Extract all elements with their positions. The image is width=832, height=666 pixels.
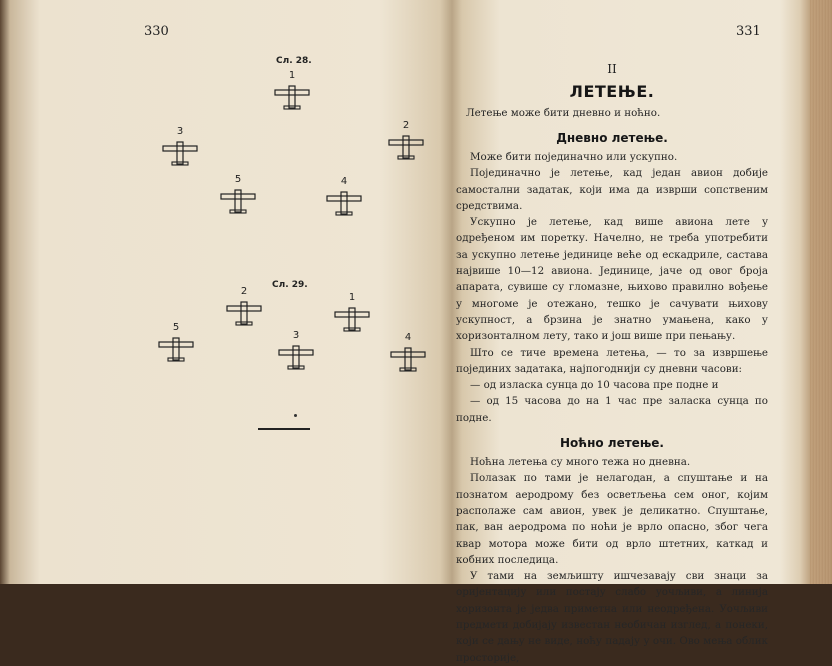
figure-29-plane-3 — [276, 330, 316, 382]
paragraph: Може бити појединачно или ускупно. — [470, 151, 678, 163]
paragraph: Појединачно је летење, кад један авион добије самостални задатак, који има да изврши сопственим средствима. — [456, 167, 768, 212]
night-flying-text — [456, 454, 768, 666]
figure-28-plane-1 — [272, 70, 312, 122]
airplane-icon — [156, 334, 196, 374]
figure-29-plane-1 — [332, 292, 372, 344]
plane-label: 3 — [292, 330, 300, 341]
paragraph: Што се тиче времена летења, — то за извршење појединих задатака, најпогоднији су дневни часови: — [456, 346, 768, 375]
day-flying-text — [456, 149, 768, 426]
plane-label: 5 — [172, 322, 180, 333]
page-edges — [810, 0, 832, 584]
figure-28-plane-5 — [218, 174, 258, 226]
paragraph: Ускупно је летење, кад више авиона лете у одређеном им поретку. Начелно, не треба употребити за ускупно летење јединице веће од ескадриле, састава највише 10—12 авиона. Јединице, јаче од овог броја апарата, сувише су гломазне, њихово правилно вођење у многоме је отежано, тешко је сачувати њихову ускупност, а брзина је знатно умањена, како у хоризонталном лету, тако и још више при пењању. — [456, 216, 768, 343]
day-flying-heading: Дневно летење. — [556, 131, 668, 145]
chapter-title: ЛЕТЕЊЕ. — [569, 82, 655, 101]
airplane-icon — [388, 344, 428, 384]
plane-label: 5 — [234, 174, 242, 185]
figure-28-plane-4 — [324, 176, 364, 228]
airplane-icon — [324, 188, 364, 228]
ink-mark — [294, 414, 297, 417]
figure-29-plane-2 — [224, 286, 264, 338]
intro-line: Летење може бити дневно и ноћно. — [466, 107, 661, 119]
airplane-icon — [218, 186, 258, 226]
airplane-icon — [160, 138, 200, 178]
section-numeral: II — [607, 62, 617, 76]
figure-29-caption: Сл. 29. — [272, 280, 308, 290]
airplane-icon — [272, 82, 312, 122]
paragraph: У тами на земљишту ишчезавају сви знаци за оријентацију или постају слабо уочљиви, а линија хоризонта је једва приметна или неодређена. Уочљиви предмети добијају известан необичан изглед, а понеки, који се дању не виде, ноћу падају у очи. Ово мења облик просторије, — [456, 570, 768, 664]
airplane-icon — [332, 304, 372, 344]
plane-label: 2 — [240, 286, 248, 297]
paragraph: — од 15 часова до на 1 час пре заласка сунца по подне. — [456, 395, 768, 424]
airplane-icon — [276, 342, 316, 382]
figure-28-plane-3 — [160, 126, 200, 178]
page-number-left: 330 — [144, 24, 169, 39]
figure-29-plane-4 — [388, 332, 428, 384]
text-column — [456, 48, 768, 666]
paragraph: — од изласка сунца до 10 часова пре подне и — [470, 379, 719, 392]
plane-label: 4 — [340, 176, 348, 187]
airplane-icon — [386, 132, 426, 172]
left-page — [10, 0, 450, 584]
night-flying-heading: Ноћно летење. — [559, 436, 664, 451]
plane-label: 3 — [176, 126, 184, 137]
figure-28-plane-2 — [386, 120, 426, 172]
figure-28-caption: Сл. 28. — [276, 56, 312, 66]
figure-29-plane-5 — [156, 322, 196, 374]
plane-label: 1 — [288, 70, 296, 81]
end-rule — [258, 428, 310, 430]
paragraph: Ноћна летења су много тежа но дневна. — [470, 456, 691, 469]
plane-label: 1 — [348, 292, 356, 303]
right-page — [456, 0, 810, 664]
paragraph: Полазак по тами је нелагодан, а спуштање и на познатом аеродрому без осветљења сем оног, којим располаже сам авион, увек је деликатно. Спуштање, пак, ван аеродрома по ноћи је врло опасно, због чега квар мотора може бити од врло штетних, каткад и кобних последица. — [456, 472, 768, 566]
plane-label: 4 — [404, 332, 412, 343]
airplane-icon — [224, 298, 264, 338]
page-number-right: 331 — [736, 24, 761, 39]
plane-label: 2 — [402, 120, 410, 131]
